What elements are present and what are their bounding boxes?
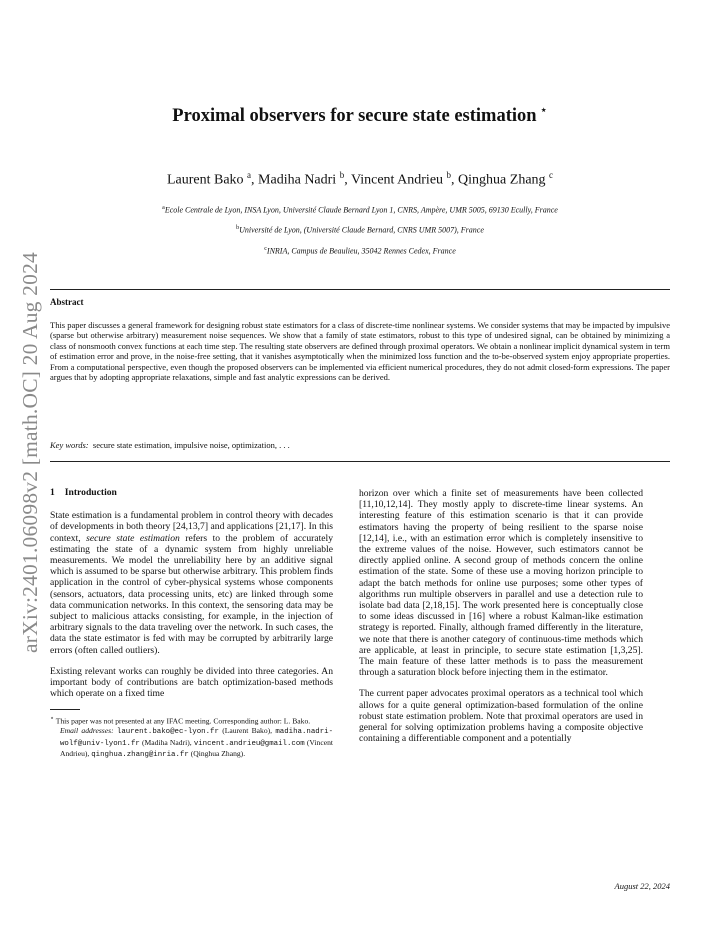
intro-paragraph-3: horizon over which a finite set of measurements have been collected [11,10,12,14]. They mostly apply to discrete-time linear systems. An interesting feature of this estimation scenario is that it can provide estimators having the property of being resilient to the sparse noise [12,14], i.e., with an estimation error which is completely insensitive to the extreme values of the noise. However, such estimators cannot be directly applied online. A second group of methods concern the online estimation of the state. Some of these use a moving horizon principle to adapt the batch methods for online use purposes; some other types of algorithms run multiple observers in parallel and use a detection rule to isolate bad data [2,18,15]. The work presented here is conceptually close to some ideas discussed in [16] where a robust Kalman-like estimation strategy is reported. Finally, although framed differently in the literature, we note that there is another category of continuous-time methods which are applicable, at least in principle, to secure state estimation [1,3,25]. The main feature of these latter methods is to pass the measurement through a saturation block before injecting them in the estimator.	[359, 488, 643, 679]
affiliation-a	[0, 205, 720, 215]
email-link-2[interactable]: madiha.nadri-wolf@univ-lyon1.fr	[60, 728, 334, 748]
author-1-aff[interactable]: a	[247, 170, 252, 180]
affiliation-c	[0, 246, 720, 256]
abstract-heading: Abstract	[50, 297, 84, 307]
email-link-4[interactable]: qinghua.zhang@inria.fr	[91, 751, 189, 760]
document-date: August 22, 2024	[614, 881, 670, 891]
keywords-text: secure state estimation, impulsive noise, optimization, . . .	[92, 440, 290, 450]
author-2: Madiha Nadri	[258, 172, 337, 188]
email-name-2: (Madiha Nadri),	[142, 737, 192, 747]
affiliation-c-mark: c	[264, 246, 267, 252]
keywords-bottom-rule	[50, 461, 670, 462]
footnote-line1: This paper was not presented at any IFAC meeting. Corresponding author: L. Bako.	[55, 716, 311, 726]
affiliation-b	[0, 225, 720, 235]
email-link-3[interactable]: vincent.andrieu@gmail.com	[193, 739, 305, 748]
section-title: Introduction	[64, 487, 117, 498]
author-2-aff[interactable]: b	[339, 170, 345, 180]
left-column	[50, 487, 333, 761]
email-link-1[interactable]: laurent.bako@ec-lyon.fr	[116, 728, 219, 737]
intro-p1-b: refers to the problem of accurately estimating the state of a dynamic system from highly unreliable measurements. We model the unreliability here by an additive signal which is assumed to be sparse but otherwise arbitrary. This problem finds application in the control of cyber-physical systems whose components (sensors, actuators, data processing units, etc) are linked through some data communication networks. In this context, the sensoring data may be subject to malicious attacks consisting, for example, in the injection of arbitrary signals to the data traveling over the network. In such cases, the data the state estimator is fed with may be corrupted by arbitrarily large errors (often called outliers).	[50, 532, 333, 656]
keywords-label: Key words:	[50, 440, 89, 450]
intro-paragraph-2: Existing relevant works can roughly be divided into three categories. An important body of contributions are batch optimization-based methods which operate on a fixed time	[50, 665, 333, 700]
footnote-mark: ⋆	[50, 715, 54, 723]
email-name-3: (Vincent Andrieu),	[60, 737, 333, 759]
intro-p1-a: State estimation is a fundamental problem in control theory with decades of developments in both theory [24,13,7] and applications [21,17]. In this context,	[50, 510, 333, 544]
footnote	[50, 714, 333, 760]
author-1: Laurent Bako	[166, 172, 244, 188]
footnote-rule	[50, 709, 80, 710]
keywords	[50, 440, 290, 450]
affiliation-c-text: INRIA, Campus de Beaulieu, 35042 Rennes Cedex, France	[266, 246, 456, 256]
affiliation-b-text: Université de Lyon, (Université Claude Bernard, CNRS UMR 5007), France	[239, 225, 484, 235]
arxiv-stamp-text: arXiv:2401.06098v2 [math.OC] 20 Aug 2024	[17, 252, 42, 653]
arxiv-stamp	[10, 230, 50, 675]
author-4: Qinghua Zhang	[458, 172, 546, 188]
intro-paragraph-1	[50, 510, 333, 656]
abstract-body: This paper discusses a general framework for designing robust state estimators for a class of discrete-time nonlinear systems. We consider systems that may be impacted by impulsive (sparse but otherwise arbitrary) measurement noise sequences. We show that a family of state estimators, robust to this type of undesired signal, can be obtained by minimizing a class of nonsmooth convex functions at each time step. The resulting state observers are defined through proximal operators. We obtain a nonlinear implicit dynamical system in term of estimation error and prove, in the noise-free setting, that it vanishes asymptotically when the minimized loss function and the to-be-observed system enjoy appropriate properties. From a computational perspective, even though the proposed observers can be implemented via efficient numerical procedures, they do not admit closed-form expressions. The paper argues that by adopting appropriate relaxations, simple and fast analytic expressions can be derived.	[50, 320, 670, 383]
intro-paragraph-4: The current paper advocates proximal operators as a technical tool which allows for a quite general optimization-based formulation of the online robust state estimation problem. Note that proximal operators are used in general for solving optimization problems having a composite objective containing a differentiable component and a potentially	[359, 688, 643, 745]
author-3: Vincent Andrieu	[350, 172, 444, 188]
affiliation-a-text: Ecole Centrale de Lyon, INSA Lyon, Université Claude Bernard Lyon 1, CNRS, Ampère, UMR 5005, 69130 Ecully, France	[164, 205, 558, 215]
title-footnote-mark[interactable]: ⋆	[539, 102, 548, 117]
affiliation-b-mark: b	[236, 225, 240, 231]
section-number: 1	[50, 487, 55, 498]
section-heading	[50, 487, 333, 498]
abstract-top-rule	[50, 289, 670, 290]
email-name-4: (Qinghua Zhang).	[190, 749, 246, 759]
affiliation-a-mark: a	[162, 205, 165, 211]
intro-p1-emphasis: secure state estimation	[86, 532, 180, 544]
author-4-aff[interactable]: c	[549, 170, 554, 180]
author-3-aff[interactable]: b	[446, 170, 452, 180]
right-column	[359, 488, 643, 754]
paper-title	[0, 102, 720, 127]
email-label: Email addresses:	[60, 726, 114, 736]
email-name-1: (Laurent Bako),	[222, 726, 273, 736]
paper-title-text: Proximal observers for secure state estimation	[172, 106, 537, 127]
author-list: Laurent Bako $^a$, Madiha Nadri $^b$, Vincent Andrieu $^b$, Qinghua Zhang $^c$	[166, 170, 554, 188]
